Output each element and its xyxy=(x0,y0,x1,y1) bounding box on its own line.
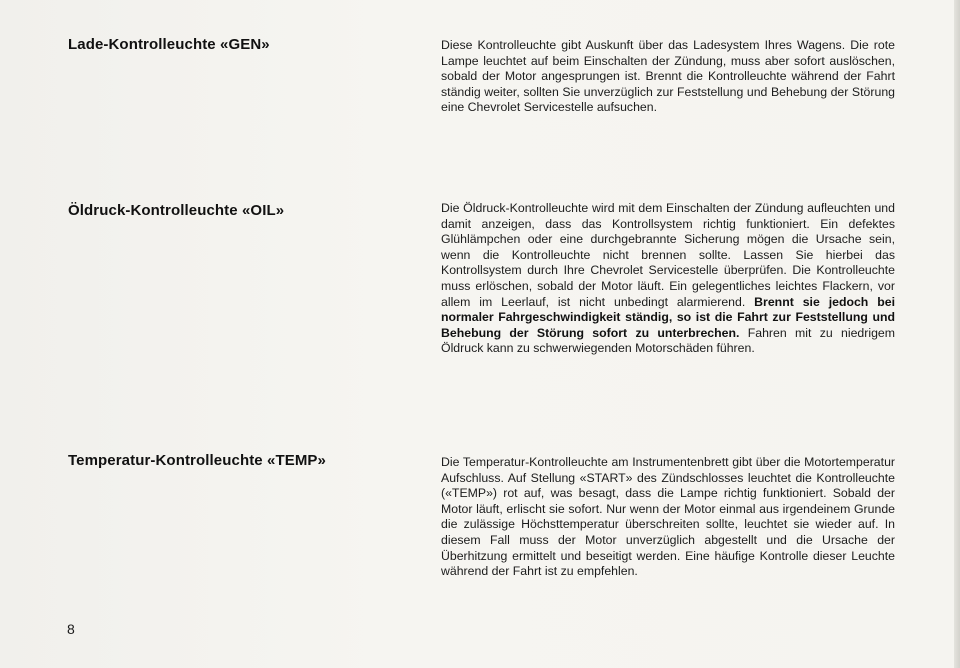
page-number: 8 xyxy=(67,621,75,637)
paragraph-temp: Die Temperatur-Kontrolleuchte am Instrumentenbrett gibt über die Motortemperatur Aufschluss. Auf Stellung «START» des Zündschlosses leuchtet die Kontrolleuchte («TEMP») rot auf, was besagt, dass die Lampe richtig funktioniert. Sobald der Motor läuft, erlischt sie sofort. Nur wenn der Motor einmal aus irgendeinem Grunde die zulässige Höchsttemperatur überschreiten sollte, leuchtet sie wieder auf. In diesem Fall muss der Motor unverzüglich abgestellt und die Ursache der Überhitzung ermittelt und beseitigt werden. Eine häufige Kontrolle dieser Leuchte während der Fahrt ist zu empfehlen. xyxy=(441,455,895,579)
paragraph-oil xyxy=(441,201,895,357)
page-edge-shadow xyxy=(954,0,960,668)
paragraph-oil-intro: Die Öldruck-Kontrolleuchte wird mit dem Einschalten der Zündung aufleuchten und damit anzeigen, dass das Kontrollsystem richtig funktioniert. Ein defektes Glühlämpchen oder eine durchgebrannte Sicherung mögen die Ursache sein, wenn die Kontrolleuchte nicht brennen sollte. Lassen Sie hierbei das Kontrollsystem durch Ihre Chevrolet Servicestelle überprüfen. Die Kontrolleuchte muss erlöschen, sobald der Motor läuft. Ein gelegentliches leichtes Flackern, vor allem im Leerlauf, ist nicht unbedingt alarmierend. xyxy=(441,201,895,309)
paragraph-oil-outro: Fahren mit zu niedrigem Öldruck kann zu schwerwiegenden Motorschäden führen. xyxy=(441,325,895,356)
heading-temp: Temperatur-Kontrolleuchte «TEMP» xyxy=(68,452,326,469)
heading-oil: Öldruck-Kontrolleuchte «OIL» xyxy=(68,202,285,219)
heading-gen: Lade-Kontrolleuchte «GEN» xyxy=(68,36,270,53)
paragraph-oil-warning: Brennt sie jedoch bei normaler Fahrgeschwindigkeit ständig, so ist die Fahrt zur Feststellung und Behebung der Störung sofort zu unterbrechen. xyxy=(441,294,895,340)
paragraph-gen: Diese Kontrolleuchte gibt Auskunft über das Ladesystem Ihres Wagens. Die rote Lampe leuchtet auf beim Einschalten der Zündung, muss aber sofort auslöschen, sobald der Motor angesprungen ist. Brennt die Kontrolleuchte während der Fahrt ständig weiter, sollten Sie unverzüglich zur Feststellung und Behebung der Störung eine Chevrolet Servicestelle aufsuchen. xyxy=(441,38,895,115)
